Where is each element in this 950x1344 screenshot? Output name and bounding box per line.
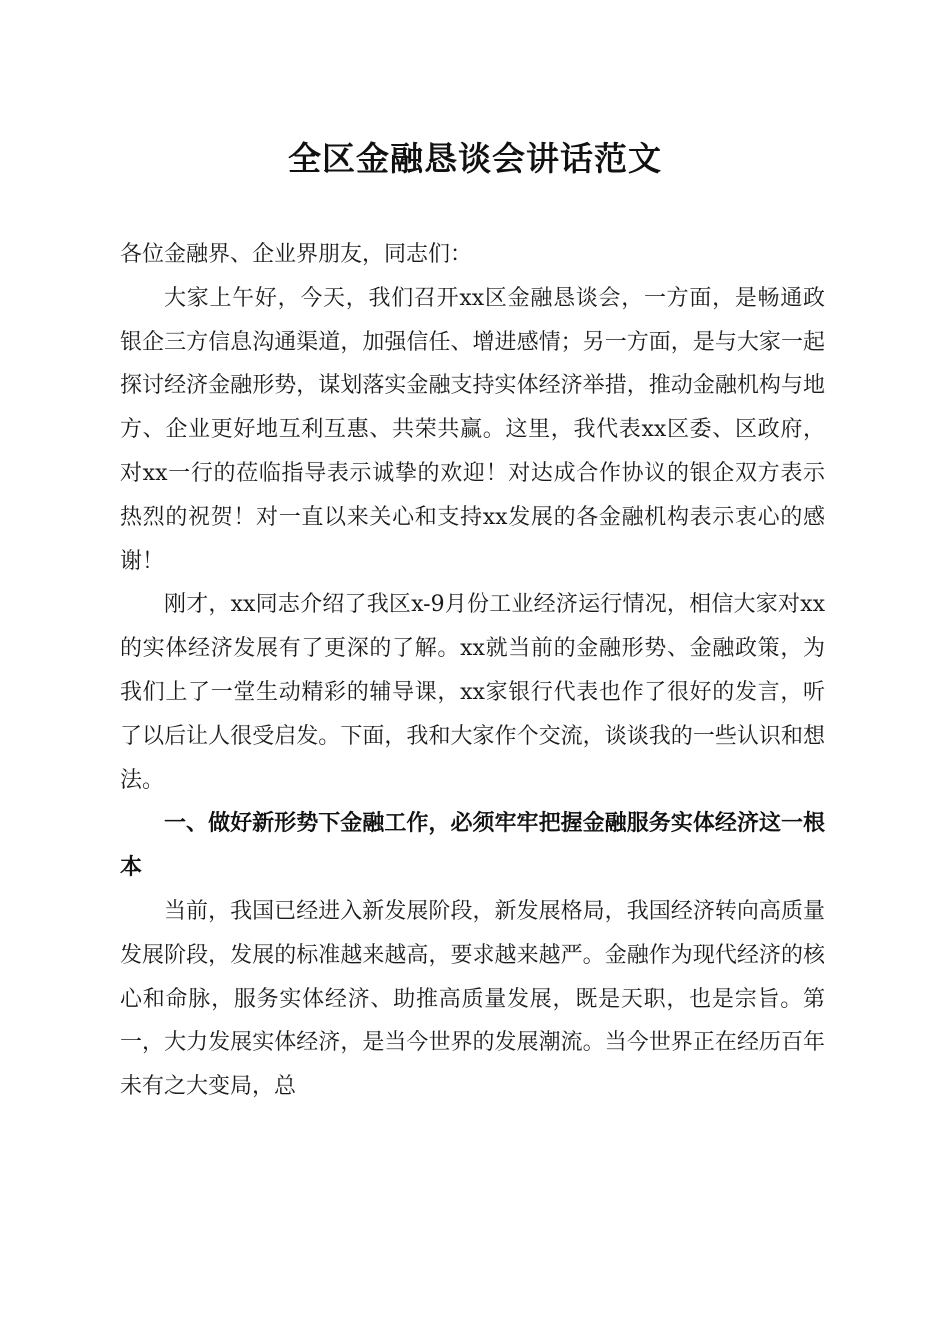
section-heading: 一、做好新形势下金融工作，必须牢牢把握金融服务实体经济这一根本 [120,811,825,881]
salutation: 各位金融界、企业界朋友，同志们： [120,242,473,267]
paragraph-introduction: 刚才，xx同志介绍了我区x-9月份工业经济运行情况，相信大家对xx的实体经济发展有了更深的了解。xx就当前的金融形势、金融政策，为我们上了一堂生动精彩的辅导课，xx家银行代表也作了很好的发言，听了以后让人很受启发。下面，我和大家作个交流，谈谈我的一些认识和想法。 [120,592,825,793]
paragraph-opening: 大家上午好，今天，我们召开xx区金融恳谈会，一方面，是畅通政银企三方信息沟通渠道，加强信任、增进感情；另一方面，是与大家一起探讨经济金融形势，谋划落实金融支持实体经济举措，推动金融机构与地方、企业更好地互利互惠、共荣共赢。这里，我代表xx区委、区政府，对xx一行的莅临指导表示诚挚的欢迎！对达成合作协议的银企双方表示热烈的祝贺！对一直以来关心和支持xx发展的各金融机构表示衷心的感谢！ [120,285,825,574]
page-title: 全区金融恳谈会讲话范文 [288,139,662,178]
section-paragraph: 当前，我国已经进入新发展阶段，新发展格局，我国经济转向高质量发展阶段，发展的标准越来越高，要求越来越严。金融作为现代经济的核心和命脉，服务实体经济、助推高质量发展，既是天职，也是宗旨。第一，大力发展实体经济，是当今世界的发展潮流。当今世界正在经历百年未有之大变局，总 [120,898,825,1100]
document-body [120,233,825,1109]
